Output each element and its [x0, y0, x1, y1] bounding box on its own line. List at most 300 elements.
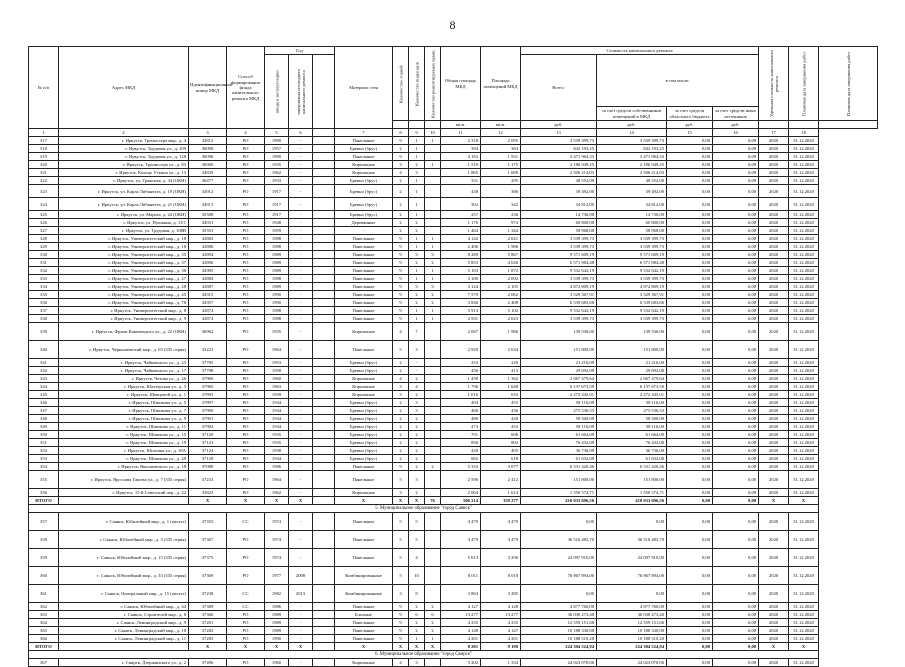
completion-date-cell: 31.12.2020	[789, 161, 819, 169]
wall-material-cell: Панельные	[335, 137, 393, 145]
completion-date-cell: 31.12.2020	[789, 531, 819, 549]
header-year-last-repair: завершения последнего капитального ремонта	[289, 55, 313, 129]
premises-area-cell: 3 077	[481, 463, 521, 471]
id-cell: 37283	[189, 635, 227, 643]
floors-cell: 4	[393, 323, 409, 341]
premises-area-cell: 2 408	[481, 299, 521, 307]
cost-other-cell: 0,00	[713, 198, 759, 211]
planned-year-cell: 2020	[759, 423, 789, 431]
num-cell: 341	[29, 359, 59, 367]
cost-total-cell: 60 800,00	[521, 219, 597, 227]
total-area-cell: 8 269	[441, 251, 481, 259]
year-commissioning-cell: 1990	[265, 635, 289, 643]
id-cell: 32915	[189, 291, 227, 299]
year-commissioning-cell: 1974	[265, 549, 289, 567]
cost-total-cell: 6 571 984,48	[521, 259, 597, 267]
num-cell: 326	[29, 219, 59, 227]
fund-cell: РО	[227, 549, 265, 567]
table-row	[29, 627, 878, 635]
year-commissioning-cell: 1958	[265, 367, 289, 375]
header-specific-cost: Удельная стоимость капитального ремонта	[759, 47, 789, 121]
address-cell: г. Иркутск, Шишкова ул., д. 20	[59, 455, 189, 463]
floors-cell: 2	[393, 145, 409, 153]
year-commissioning-cell: 1917	[265, 185, 289, 198]
address-cell: г. Иркутск, Университетский мкр., д. 16	[59, 243, 189, 251]
cost-other-cell: 0,00	[713, 585, 759, 603]
cost-total-cell: 58 968,00	[521, 227, 597, 235]
floors-cell: 5	[393, 549, 409, 567]
cost-owners-cell: 10 188 330,00	[597, 627, 667, 635]
total-area-cell: 494	[441, 399, 481, 407]
table-row	[29, 439, 878, 447]
year-last-repair-cell: -	[289, 367, 313, 375]
cost-owners-cell: 6 531 420,46	[597, 463, 667, 471]
table-row	[29, 291, 878, 299]
header-id: Идентификационный номер МКД	[189, 47, 227, 129]
completion-date-cell: 31.12.2020	[789, 283, 819, 291]
fund-cell: РО	[227, 341, 265, 359]
planned-year-cell: 2020	[759, 367, 789, 375]
wall-material-cell: Панельные	[335, 291, 393, 299]
year-commissioning-cell: 1934	[265, 399, 289, 407]
table-row	[29, 219, 878, 227]
year-commissioning-cell: 1986	[265, 463, 289, 471]
floors-cell: 3	[393, 585, 409, 603]
column-number: 17	[759, 129, 789, 137]
roof-count-cell	[425, 513, 441, 531]
cost-total-cell: 2 272 345,01	[521, 391, 597, 399]
num-cell: 347	[29, 407, 59, 415]
num-cell: 357	[29, 513, 59, 531]
year-blank-cell	[313, 611, 335, 619]
cost-total-cell: 12 559 151,66	[521, 619, 597, 627]
roof-count-cell: 2	[425, 299, 441, 307]
completion-date-cell: 31.12.2020	[789, 198, 819, 211]
year-blank-cell	[313, 177, 335, 185]
num-cell: 363	[29, 611, 59, 619]
floors-cell: 3	[393, 161, 409, 169]
address-cell: г. Саянск, Строителей мкр., д. 6	[59, 611, 189, 619]
id-cell: 34912	[189, 185, 227, 198]
floors-cell: 4	[393, 375, 409, 383]
entrances-cell: -	[409, 367, 425, 375]
num-cell: 324	[29, 198, 59, 211]
cost-regional-cell: 0,00	[667, 611, 713, 619]
year-blank-cell	[313, 153, 335, 161]
floors-cell: 9	[393, 611, 409, 619]
completion-date-cell: 31.12.2020	[789, 431, 819, 439]
address-cell: г. Иркутск, ул. Марата, д. 24 (ОКН)	[59, 211, 189, 219]
total-area-cell: 4 235	[441, 619, 481, 627]
cost-owners-cell: 0,00	[597, 513, 667, 531]
cost-regional-cell: 0,00	[667, 431, 713, 439]
floors-cell: 2	[393, 367, 409, 375]
table-row	[29, 259, 878, 267]
address-cell: г. Иркутск, ул. Карла Либкнехта, д. 19 (ОКН)	[59, 185, 189, 198]
year-last-repair-cell: -	[289, 603, 313, 611]
column-number-blank	[313, 129, 335, 137]
cost-owners-cell: 842 193,25	[597, 145, 667, 153]
id-cell: 37900	[189, 407, 227, 415]
wall-material-cell: Панельные	[335, 341, 393, 359]
column-number: 3	[189, 129, 227, 137]
section-heading-row	[29, 651, 878, 659]
cost-other-cell: 0,00	[713, 283, 759, 291]
year-commissioning-cell: 1982	[265, 585, 289, 603]
premises-area-cell: 1 689	[481, 169, 521, 177]
cost-total-cell: 6 539 683,66	[521, 299, 597, 307]
num-cell: 325	[29, 211, 59, 219]
year-last-repair-cell: -	[289, 359, 313, 367]
address-cell: г. Иркутск, Университетский мкр., д. 36	[59, 267, 189, 275]
fund-cell: РО	[227, 531, 265, 549]
id-cell: 36477	[189, 177, 227, 185]
id-cell: 37355	[189, 513, 227, 531]
cost-total-cell: 139 536,00	[521, 323, 597, 341]
roof-count-cell	[425, 659, 441, 667]
id-cell: 37233	[189, 471, 227, 489]
roof-count-cell: 1	[425, 137, 441, 145]
fund-cell: РО	[227, 283, 265, 291]
completion-date-cell: 31.12.2020	[789, 251, 819, 259]
entrances-cell: X	[409, 497, 425, 505]
cost-regional-cell: 0,00	[667, 603, 713, 611]
fund-cell: РО	[227, 659, 265, 667]
planned-year-cell: 2020	[759, 235, 789, 243]
id-cell: 37965	[189, 383, 227, 391]
roof-count-cell	[425, 423, 441, 431]
year-last-repair-cell: -	[289, 513, 313, 531]
premises-area-cell: 4 201	[481, 635, 521, 643]
completion-date-cell: 31.12.2020	[789, 275, 819, 283]
completion-date-cell: 31.12.2020	[789, 423, 819, 431]
premises-area-cell: 386	[481, 185, 521, 198]
year-last-repair-cell: -	[289, 463, 313, 471]
num-cell: 366	[29, 635, 59, 643]
fund-cell: РО	[227, 391, 265, 399]
fund-cell: РО	[227, 375, 265, 383]
entrances-cell: 1	[409, 275, 425, 283]
section-title: 5. Муниципальное образование "город Саянск"	[29, 505, 819, 513]
planned-year-cell: 2020	[759, 635, 789, 643]
fund-cell: РО	[227, 489, 265, 497]
id-cell: 36096	[189, 153, 227, 161]
table-row	[29, 463, 878, 471]
planned-year-cell: X	[759, 497, 789, 505]
roof-count-cell	[425, 383, 441, 391]
num-cell: 317	[29, 137, 59, 145]
cost-owners-cell: 6 137 673,50	[597, 383, 667, 391]
premises-area-cell: 1 175	[481, 161, 521, 169]
total-area-cell: 1 016	[441, 391, 481, 399]
completion-date-cell: X	[789, 497, 819, 505]
floors-cell: 2	[393, 359, 409, 367]
premises-area-cell: 1 614	[481, 489, 521, 497]
cost-total-cell: 34 812,00	[521, 198, 597, 211]
premises-area-cell: 413	[481, 367, 521, 375]
cost-other-cell: 0,00	[713, 549, 759, 567]
num-cell: 336	[29, 299, 59, 307]
id-cell: 32957	[189, 299, 227, 307]
entrances-cell: 5	[409, 531, 425, 549]
cost-total-cell: 58 116,00	[521, 423, 597, 431]
id-cell: X	[189, 643, 227, 651]
cost-other-cell: 0,00	[713, 291, 759, 299]
fund-cell: РО	[227, 227, 265, 235]
id-cell: 37281	[189, 619, 227, 627]
wall-material-cell: Панельные	[335, 299, 393, 307]
entrances-cell: 2	[409, 455, 425, 463]
premises-area-cell: 359 277	[481, 497, 521, 505]
fund-cell: РО	[227, 219, 265, 227]
id-cell: 37088	[189, 463, 227, 471]
address-cell: г. Иркутск, Шишкова ул., д. 5	[59, 399, 189, 407]
cost-owners-cell: 224 304 524,94	[597, 643, 667, 651]
roof-count-cell	[425, 219, 441, 227]
planned-year-cell: 2020	[759, 463, 789, 471]
address-cell: г. Саянск, Центральный мкр., д. 15 (апсахт)	[59, 585, 189, 603]
address-cell: г. Иркутск, Трудовая ул., д. 109	[59, 145, 189, 153]
year-commissioning-cell: X	[265, 497, 289, 505]
roof-count-cell: 2	[425, 463, 441, 471]
cost-regional-cell: 0,00	[667, 211, 713, 219]
wall-material-cell: Бревно (брус)	[335, 455, 393, 463]
num-cell: 342	[29, 367, 59, 375]
table-row	[29, 211, 878, 219]
year-blank-cell	[313, 471, 335, 489]
floors-cell: 9	[393, 307, 409, 315]
premises-area-cell: 4 147	[481, 627, 521, 635]
wall-material-cell: Панельные	[335, 463, 393, 471]
id-cell: 32872	[189, 307, 227, 315]
address-cell: г. Иркутск, Университетский мкр., д. 35	[59, 251, 189, 259]
header-fund-method: Способ формирования фонда капитального ремонта МКД	[227, 47, 265, 129]
cost-other-cell: 0,00	[713, 513, 759, 531]
address-cell: г. Иркутск, Чайковского ул., д. 23	[59, 359, 189, 367]
cost-owners-cell: 36 516 483,70	[597, 531, 667, 549]
fund-cell: РО	[227, 447, 265, 455]
year-last-repair-cell: 2013	[289, 585, 313, 603]
cost-owners-cell: 275 536,53	[597, 407, 667, 415]
id-cell: 32812	[189, 137, 227, 145]
year-last-repair-cell: -	[289, 299, 313, 307]
year-commissioning-cell: 1935	[265, 431, 289, 439]
year-blank-cell	[313, 399, 335, 407]
completion-date-cell: 31.12.2020	[789, 299, 819, 307]
cost-owners-cell: 76 432,00	[597, 439, 667, 447]
total-area-cell: 8 011	[441, 567, 481, 585]
year-blank-cell	[313, 299, 335, 307]
premises-area-cell: 226	[481, 359, 521, 367]
column-number: 13	[521, 129, 597, 137]
total-area-cell: 2 920	[441, 341, 481, 359]
num-cell: 323	[29, 185, 59, 198]
year-last-repair-cell: -	[289, 447, 313, 455]
total-area-cell: 4 479	[441, 513, 481, 531]
year-last-repair-cell: -	[289, 291, 313, 299]
id-cell: 34839	[189, 169, 227, 177]
roof-count-cell: 1	[425, 235, 441, 243]
address-cell: г. Иркутск, Университетский мкр., д. 76	[59, 299, 189, 307]
cost-other-cell: 0,00	[713, 177, 759, 185]
roof-count-cell	[425, 198, 441, 211]
wall-material-cell: Кирпичные	[335, 323, 393, 341]
total-area-cell: 5 333	[441, 463, 481, 471]
id-cell: 32882	[189, 235, 227, 243]
table-row	[29, 235, 878, 243]
header-roof-count: Количество ремонтируемых крыш	[425, 47, 441, 121]
planned-year-cell: 2020	[759, 455, 789, 463]
cost-other-cell: 0,00	[713, 423, 759, 431]
fund-cell: СС	[227, 513, 265, 531]
cost-regional-cell: 0,00	[667, 307, 713, 315]
fund-cell: РО	[227, 323, 265, 341]
floors-cell: 2	[393, 211, 409, 219]
id-cell: 33823	[189, 489, 227, 497]
address-cell: г. Иркутск, Чайковского ул., д. 17	[59, 367, 189, 375]
cost-total-cell: 29 692,00	[521, 367, 597, 375]
cost-other-cell: 0,00	[713, 407, 759, 415]
table-row	[29, 169, 878, 177]
fund-cell: РО	[227, 291, 265, 299]
planned-year-cell: 2020	[759, 471, 789, 489]
year-blank-cell	[313, 169, 335, 177]
cost-regional-cell: 0,00	[667, 471, 713, 489]
num-cell: 333	[29, 275, 59, 283]
year-commissioning-cell: 1988	[265, 315, 289, 323]
year-blank-cell	[313, 659, 335, 667]
floors-cell: 9	[393, 463, 409, 471]
fund-cell: РО	[227, 635, 265, 643]
header-year-group: Год	[265, 47, 335, 55]
fund-cell: РО	[227, 471, 265, 489]
cost-other-cell: 0,00	[713, 439, 759, 447]
cost-owners-cell: 410 033 696,56	[597, 497, 667, 505]
year-last-repair-cell: -	[289, 323, 313, 341]
cost-owners-cell: 58 116,00	[597, 423, 667, 431]
cost-other-cell: 0,00	[713, 391, 759, 399]
completion-date-cell: 31.12.2020	[789, 323, 819, 341]
id-cell: 37389	[189, 603, 227, 611]
roof-count-cell	[425, 227, 441, 235]
address-cell: г. Иркутск, Шишкова ул., д. 15	[59, 431, 189, 439]
table-row	[29, 447, 878, 455]
table-row	[29, 619, 878, 627]
num-cell: 332	[29, 267, 59, 275]
year-last-repair-cell: X	[289, 643, 313, 651]
entrances-cell: 1	[409, 153, 425, 161]
address-cell	[59, 643, 189, 651]
year-blank-cell	[313, 267, 335, 275]
entrances-cell: 2	[409, 431, 425, 439]
year-blank-cell	[313, 323, 335, 341]
floors-cell: 9	[393, 315, 409, 323]
cost-total-cell: 10 188 330,00	[521, 627, 597, 635]
cost-other-cell: 0,00	[713, 531, 759, 549]
cost-total-cell: 9 532 642,19	[521, 267, 597, 275]
total-area-cell: 13 277	[441, 611, 481, 619]
floors-cell: 3	[393, 383, 409, 391]
completion-date-cell: 31.12.2020	[789, 169, 819, 177]
year-last-repair-cell: -	[289, 259, 313, 267]
cost-total-cell: 6 531 420,46	[521, 463, 597, 471]
cost-other-cell: 0,00	[713, 497, 759, 505]
completion-date-cell: 31.12.2020	[789, 407, 819, 415]
roof-count-cell	[425, 399, 441, 407]
cost-total-cell: 76 432,00	[521, 439, 597, 447]
fund-cell: РО	[227, 463, 265, 471]
address-cell: г. Иркутск, Ярослава Гашека ул., д. 7 (335 серия)	[59, 471, 189, 489]
floors-cell: 9	[393, 251, 409, 259]
cost-regional-cell: 0,00	[667, 567, 713, 585]
completion-date-cell: 31.12.2020	[789, 137, 819, 145]
completion-date-cell: 31.12.2020	[789, 383, 819, 391]
num-cell: 318	[29, 145, 59, 153]
floors-cell: 2	[393, 185, 409, 198]
planned-year-cell: 2020	[759, 137, 789, 145]
floors-cell: 2	[393, 198, 409, 211]
total-area-cell: 4 127	[441, 603, 481, 611]
entrances-cell: 2	[409, 161, 425, 169]
id-cell: 32896	[189, 259, 227, 267]
floors-cell: 9	[393, 235, 409, 243]
cost-owners-cell: 48 552,00	[597, 177, 667, 185]
completion-date-cell: 31.12.2020	[789, 391, 819, 399]
planned-year-cell: 2020	[759, 659, 789, 667]
cost-regional-cell: 0,00	[667, 659, 713, 667]
year-commissioning-cell: 1989	[265, 251, 289, 259]
completion-date-cell: 31.12.2020	[789, 399, 819, 407]
address-cell: г. Иркутск, Шахтерская ул., д. 3	[59, 383, 189, 391]
completion-date-cell: 31.12.2020	[789, 447, 819, 455]
premises-area-cell: 13 277	[481, 611, 521, 619]
cost-total-cell: 36 030 273,40	[521, 611, 597, 619]
num-cell: 367	[29, 659, 59, 667]
total-area-cell: 253	[441, 359, 481, 367]
wall-material-cell: Бревно (брус)	[335, 407, 393, 415]
completion-date-cell: 31.12.2020	[789, 567, 819, 585]
wall-material-cell: Бревно (брус)	[335, 198, 393, 211]
address-cell: г. Иркутск, Университетский мкр., д. 45	[59, 291, 189, 299]
table-row	[29, 227, 878, 235]
total-area-cell: 480	[441, 415, 481, 423]
address-cell: г. Иркутск, ул. Пушкина, д. 13/1	[59, 219, 189, 227]
total-area-cell: 3 846	[441, 299, 481, 307]
year-commissioning-cell: 1935	[265, 439, 289, 447]
fund-cell: РО	[227, 407, 265, 415]
roof-count-cell: 76	[425, 497, 441, 505]
floors-cell: 9	[393, 619, 409, 627]
id-cell: 33223	[189, 341, 227, 359]
cost-other-cell: 0,00	[713, 603, 759, 611]
header-unit-rub-3: руб.	[667, 121, 713, 129]
header-cost-incl: в том числе:	[597, 55, 759, 107]
table-row	[29, 315, 878, 323]
roof-count-cell: 1	[425, 267, 441, 275]
address-cell: г. Иркутск, Университетский мкр., д. 27	[59, 275, 189, 283]
cost-owners-cell: 39 492,00	[597, 185, 667, 198]
cost-regional-cell: 0,00	[667, 198, 713, 211]
num-cell: 356	[29, 489, 59, 497]
cost-total-cell: 151 800,00	[521, 341, 597, 359]
year-blank-cell	[313, 423, 335, 431]
year-last-repair-cell: -	[289, 267, 313, 275]
column-number: 9	[409, 129, 425, 137]
fund-cell: РО	[227, 275, 265, 283]
header-unit-blank-5	[789, 121, 819, 129]
table-row	[29, 145, 878, 153]
cost-other-cell: 0,00	[713, 185, 759, 198]
